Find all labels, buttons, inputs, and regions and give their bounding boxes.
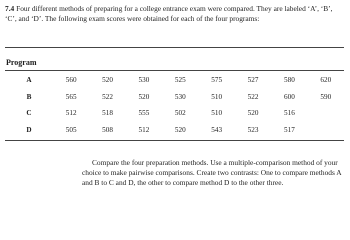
score-cell (308, 105, 344, 122)
score-cell: 502 (174, 109, 186, 118)
score-cell: 510 (211, 109, 223, 118)
program-label: A (26, 76, 32, 85)
score-cell: 517 (284, 126, 295, 135)
problem-text: Four different methods of preparing for a college entrance exam were compared. They are labeled ‘A’, ‘B’, ‘C’, and ‘D’. The following exam scores were obtained for each of the four programs: (5, 4, 333, 23)
score-cell: 565 (65, 92, 77, 101)
table-bottom-rule (5, 140, 344, 141)
program-label: C (26, 109, 32, 118)
score-cell: 580 (284, 76, 295, 85)
score-cell: 543 (211, 126, 223, 135)
score-cell: 620 (320, 76, 332, 85)
score-cell: 512 (65, 109, 77, 118)
table-header-rule (5, 70, 344, 71)
score-cell: 520 (102, 76, 113, 85)
score-cell: 522 (247, 92, 259, 101)
score-cell: 525 (174, 76, 186, 85)
score-cell (308, 122, 344, 139)
score-cell: 505 (65, 126, 77, 135)
score-cell: 508 (102, 126, 113, 135)
score-cell: 520 (138, 92, 150, 101)
score-cell: 530 (138, 76, 150, 85)
score-cell: 600 (284, 92, 295, 101)
problem-number: 7.4 (5, 4, 15, 13)
table-row (5, 122, 344, 139)
scores-table (5, 72, 344, 138)
score-cell: 555 (138, 109, 150, 118)
table-top-rule (5, 47, 344, 48)
program-column-header: Program (6, 58, 37, 67)
score-cell: 516 (284, 109, 295, 118)
table-row (5, 72, 344, 89)
table-row (5, 89, 344, 106)
scores-table-body (5, 72, 344, 138)
program-label: D (26, 126, 32, 135)
score-cell: 512 (138, 126, 150, 135)
program-label: B (26, 92, 32, 101)
score-cell: 522 (102, 92, 113, 101)
score-cell: 520 (174, 126, 186, 135)
score-cell: 590 (320, 92, 332, 101)
table-row (5, 105, 344, 122)
score-cell: 523 (247, 126, 259, 135)
question-text: Compare the four preparation methods. Use a multiple-comparison method of your choice to make pairwise comparisons. Create two contrasts: One to compare methods A and B to C and D, the other to compare method D to the other three. (82, 158, 342, 187)
score-cell: 575 (211, 76, 223, 85)
problem-statement (5, 4, 345, 24)
score-cell: 510 (211, 92, 223, 101)
score-cell: 530 (174, 92, 186, 101)
score-cell: 520 (247, 109, 259, 118)
score-cell: 518 (102, 109, 113, 118)
score-cell: 527 (247, 76, 259, 85)
score-cell: 560 (65, 76, 77, 85)
